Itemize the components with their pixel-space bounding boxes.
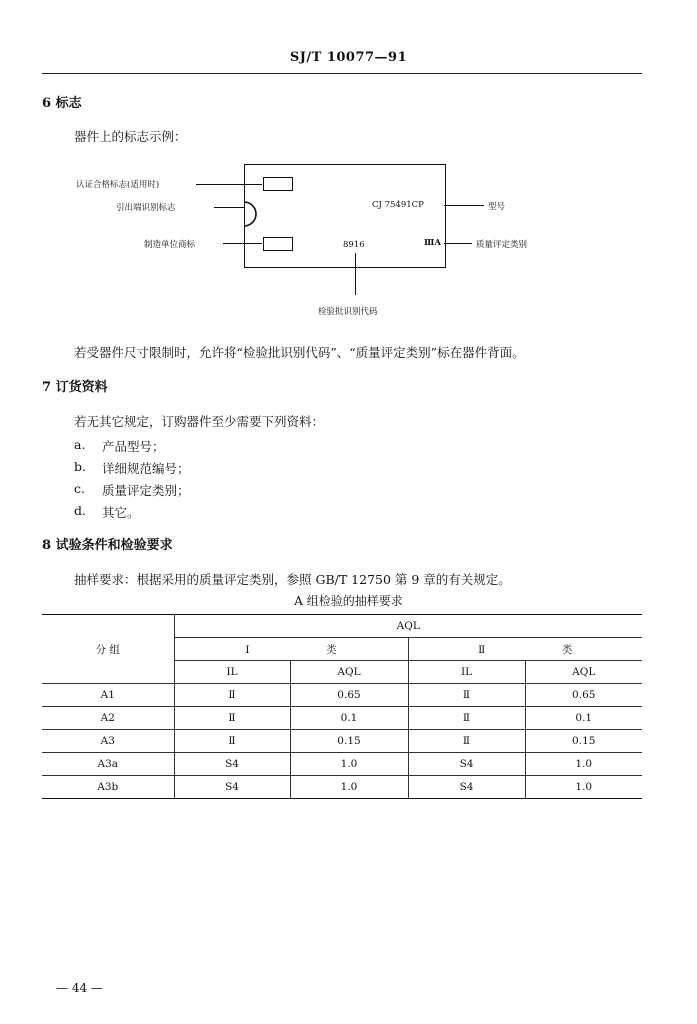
order-item-a: 产品型号； bbox=[102, 439, 165, 454]
table-header-row-1 bbox=[42, 615, 642, 638]
maker-logo-box bbox=[263, 237, 293, 251]
type-number-text: CJ 75491CP bbox=[372, 200, 424, 210]
label-lot-code: 检验批识别代码 bbox=[318, 307, 378, 317]
cell-group: A3 bbox=[42, 730, 174, 753]
table-row bbox=[42, 776, 642, 799]
order-item-d: 其它。 bbox=[102, 505, 140, 520]
leader-pin bbox=[214, 207, 244, 208]
order-item-c-mark: c. bbox=[74, 481, 85, 496]
order-item-d-mark: d. bbox=[74, 503, 86, 518]
cell-il-2: S4 bbox=[408, 753, 525, 776]
standard-number: SJ/T 10077—91 bbox=[289, 50, 408, 65]
class-1-num: Ⅰ bbox=[245, 643, 250, 656]
cell-il-2: Ⅱ bbox=[408, 684, 525, 707]
cell-aql-2: 0.65 bbox=[525, 684, 642, 707]
col-aql-1: AQL bbox=[290, 661, 408, 684]
leader-lot bbox=[355, 253, 356, 295]
cell-group: A1 bbox=[42, 684, 174, 707]
section-8-heading: 8 试验条件和检验要求 bbox=[42, 538, 173, 553]
label-cert-mark: 认证合格标志(适用时) bbox=[76, 180, 160, 190]
cell-aql-2: 0.1 bbox=[525, 707, 642, 730]
table-row bbox=[42, 753, 642, 776]
class-2-header bbox=[408, 638, 642, 661]
cell-il-1: Ⅱ bbox=[174, 707, 290, 730]
cell-aql-1: 0.1 bbox=[290, 707, 408, 730]
group-header: 分 组 bbox=[42, 615, 174, 684]
page-number: — 44 — bbox=[56, 981, 103, 995]
quality-class-text: ⅢA bbox=[424, 238, 441, 248]
sampling-table bbox=[42, 614, 642, 799]
leader-maker bbox=[223, 243, 262, 244]
col-il-2: IL bbox=[408, 661, 525, 684]
cell-aql-1: 1.0 bbox=[290, 776, 408, 799]
cell-group: A3a bbox=[42, 753, 174, 776]
cell-il-2: Ⅱ bbox=[408, 707, 525, 730]
cell-aql-2: 1.0 bbox=[525, 753, 642, 776]
aql-header: AQL bbox=[174, 615, 642, 638]
table-row bbox=[42, 684, 642, 707]
table-row bbox=[42, 730, 642, 753]
class-2-num: Ⅱ bbox=[478, 643, 486, 656]
cell-aql-1: 0.65 bbox=[290, 684, 408, 707]
cell-aql-2: 0.15 bbox=[525, 730, 642, 753]
leader-cert bbox=[196, 184, 262, 185]
col-il-1: IL bbox=[174, 661, 290, 684]
order-item-a-mark: a. bbox=[74, 437, 86, 452]
cell-il-1: S4 bbox=[174, 753, 290, 776]
class-1-header bbox=[174, 638, 408, 661]
section-6-intro: 器件上的标志示例： bbox=[74, 129, 187, 144]
cell-il-2: Ⅱ bbox=[408, 730, 525, 753]
order-item-c: 质量评定类别； bbox=[102, 483, 190, 498]
leader-type bbox=[444, 205, 484, 206]
label-pin-mark: 引出端识别标志 bbox=[116, 203, 176, 213]
order-item-b: 详细规范编号； bbox=[102, 461, 190, 476]
cell-aql-2: 1.0 bbox=[525, 776, 642, 799]
cell-group: A3b bbox=[42, 776, 174, 799]
section-7-heading: 7 订货资料 bbox=[42, 380, 108, 395]
table-title: A 组检验的抽样要求 bbox=[294, 594, 403, 608]
table-row bbox=[42, 707, 642, 730]
section-6-note: 若受器件尺寸限制时，允许将“检验批识别代码”、“质量评定类别”标在器件背面。 bbox=[74, 345, 525, 360]
cell-il-1: Ⅱ bbox=[174, 730, 290, 753]
section-7-intro: 若无其它规定，订购器件至少需要下列资料： bbox=[74, 414, 325, 429]
cell-il-2: S4 bbox=[408, 776, 525, 799]
sampling-requirement: 抽样要求：根据采用的质量评定类别，参照 GB/T 12750 第 9 章的有关规定。 bbox=[74, 572, 511, 587]
cell-group: A2 bbox=[42, 707, 174, 730]
label-maker: 制造单位商标 bbox=[144, 240, 196, 250]
label-type: 型号 bbox=[488, 202, 506, 212]
cell-aql-1: 1.0 bbox=[290, 753, 408, 776]
lot-code-text: 8916 bbox=[343, 240, 365, 250]
header-rule bbox=[42, 73, 642, 74]
label-quality: 质量评定类别 bbox=[476, 240, 528, 250]
leader-quality bbox=[444, 243, 472, 244]
cell-aql-1: 0.15 bbox=[290, 730, 408, 753]
col-aql-2: AQL bbox=[525, 661, 642, 684]
order-item-b-mark: b. bbox=[74, 459, 86, 474]
class-2-word: 类 bbox=[561, 643, 573, 656]
section-6-heading: 6 标志 bbox=[42, 96, 82, 111]
pin-notch bbox=[243, 200, 263, 230]
cell-il-1: Ⅱ bbox=[174, 684, 290, 707]
cell-il-1: S4 bbox=[174, 776, 290, 799]
class-1-word: 类 bbox=[326, 643, 337, 656]
cert-mark-box bbox=[263, 177, 293, 191]
